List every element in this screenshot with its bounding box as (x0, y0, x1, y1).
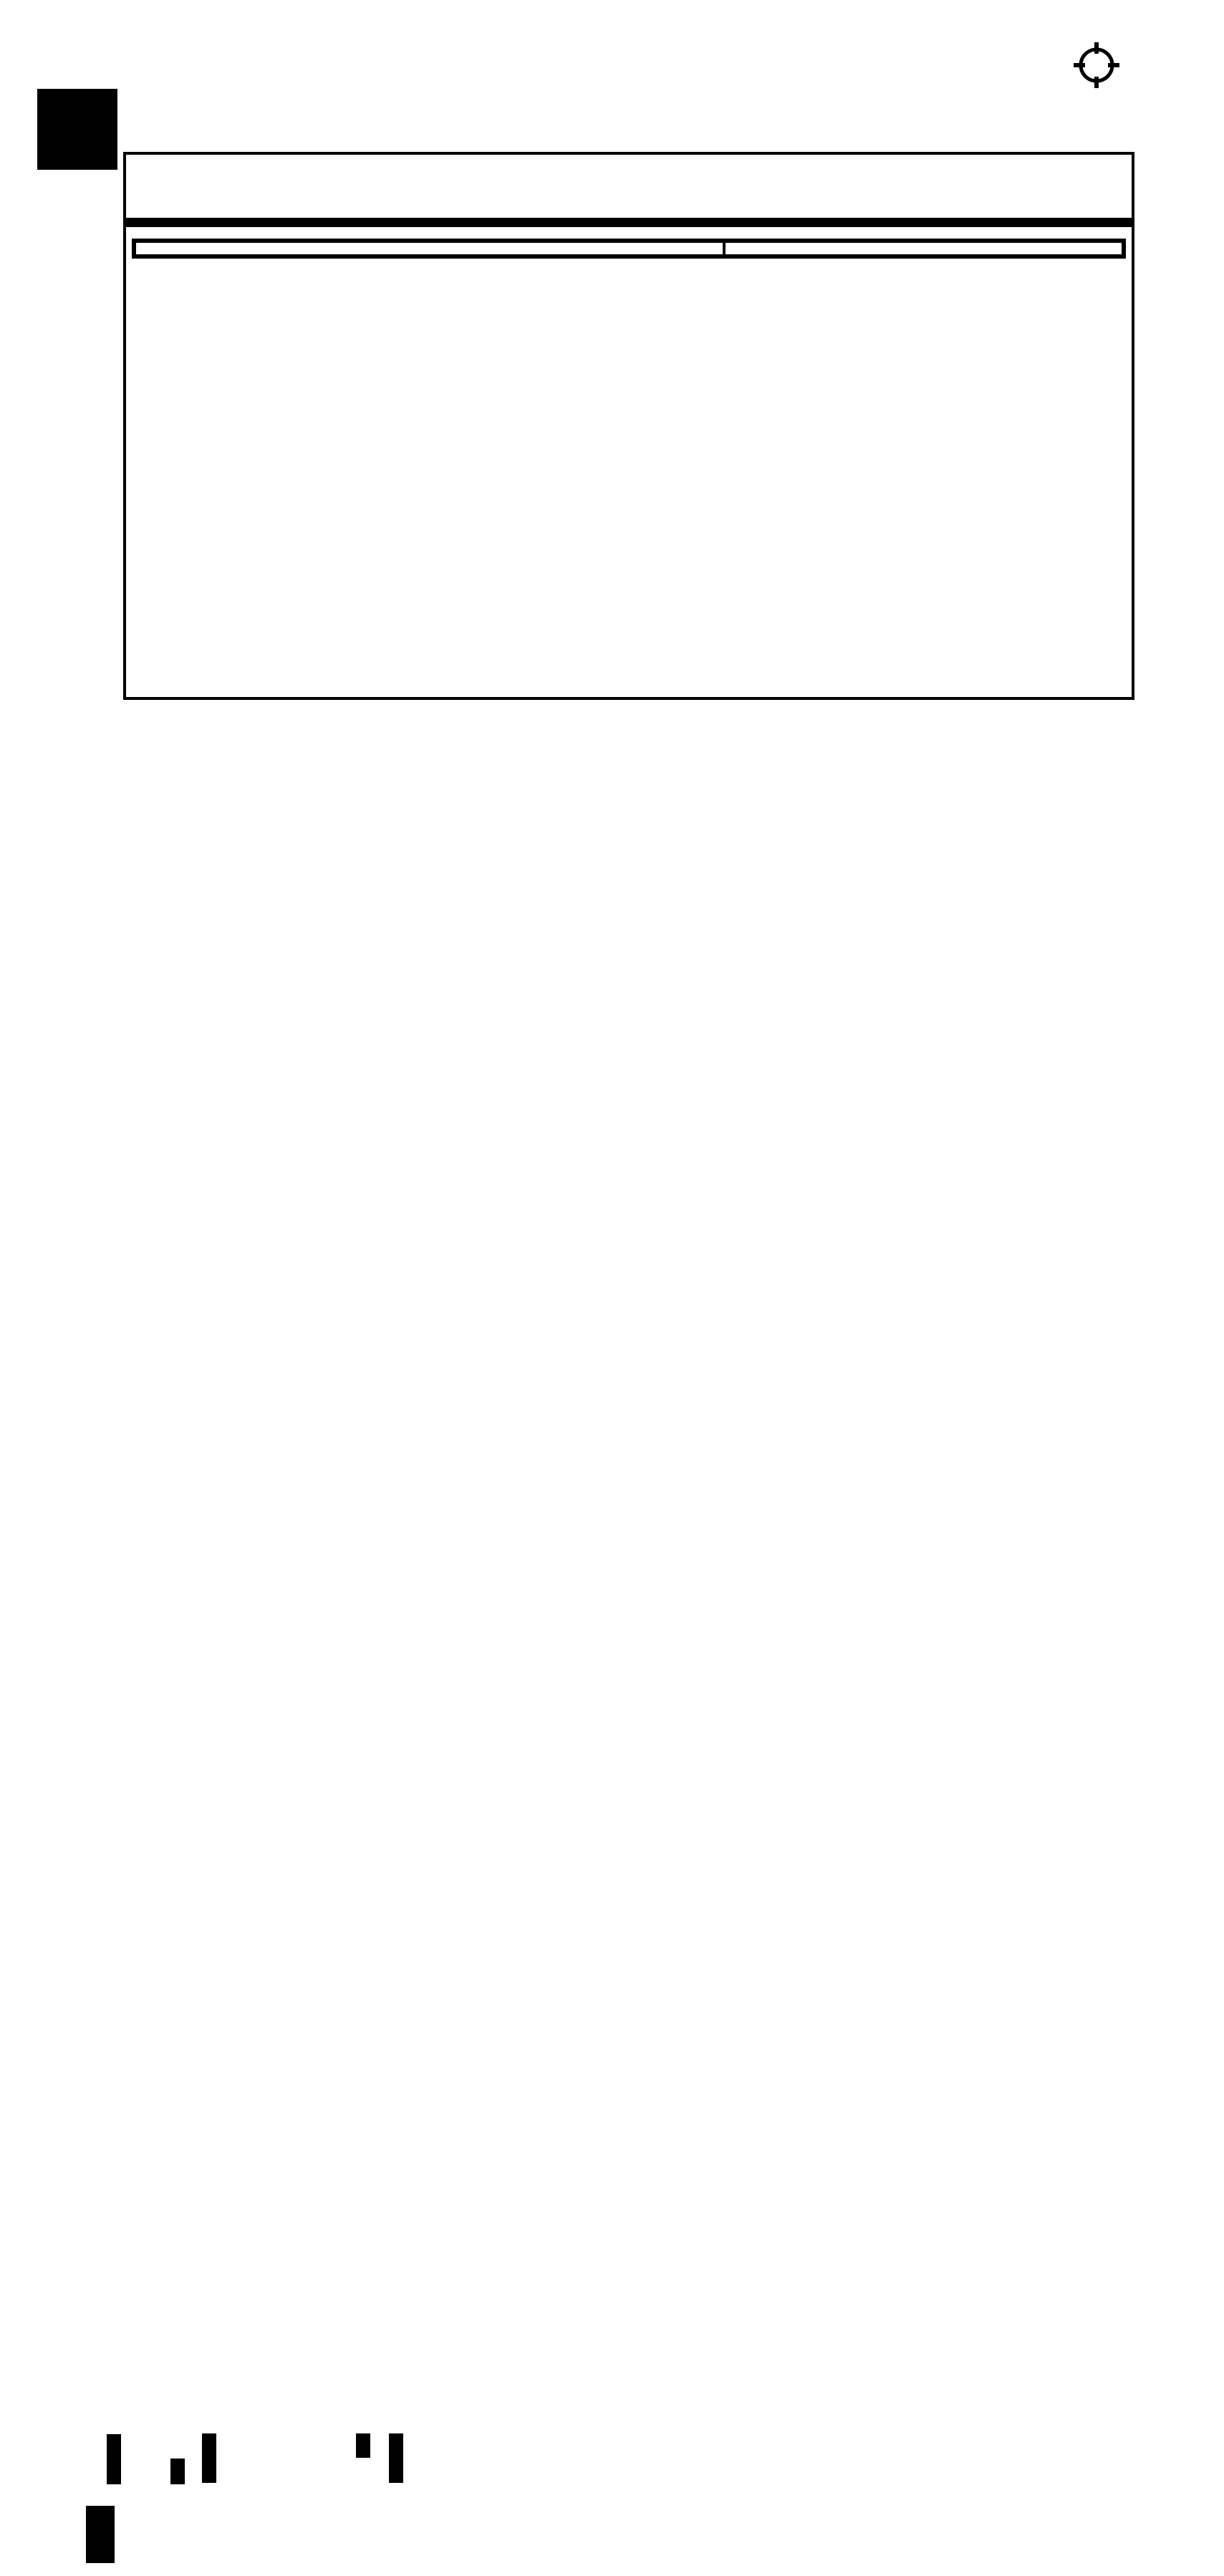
barcode-mark (356, 2433, 370, 2458)
races-area (123, 700, 1137, 2371)
registration-crosshair-icon (1071, 39, 1122, 95)
ballot-header-box (123, 221, 1134, 700)
timing-mark-block (86, 2506, 115, 2563)
barcode-mark (202, 2433, 216, 2483)
warning-cell (723, 243, 1122, 254)
barcode-mark (170, 2459, 185, 2484)
instructions-box (132, 239, 1126, 259)
to-vote-cell (136, 243, 723, 254)
county-header-box (123, 152, 1134, 221)
barcode-mark (107, 2434, 121, 2484)
barcode-mark (389, 2433, 403, 2483)
timing-mark-block (37, 89, 117, 170)
